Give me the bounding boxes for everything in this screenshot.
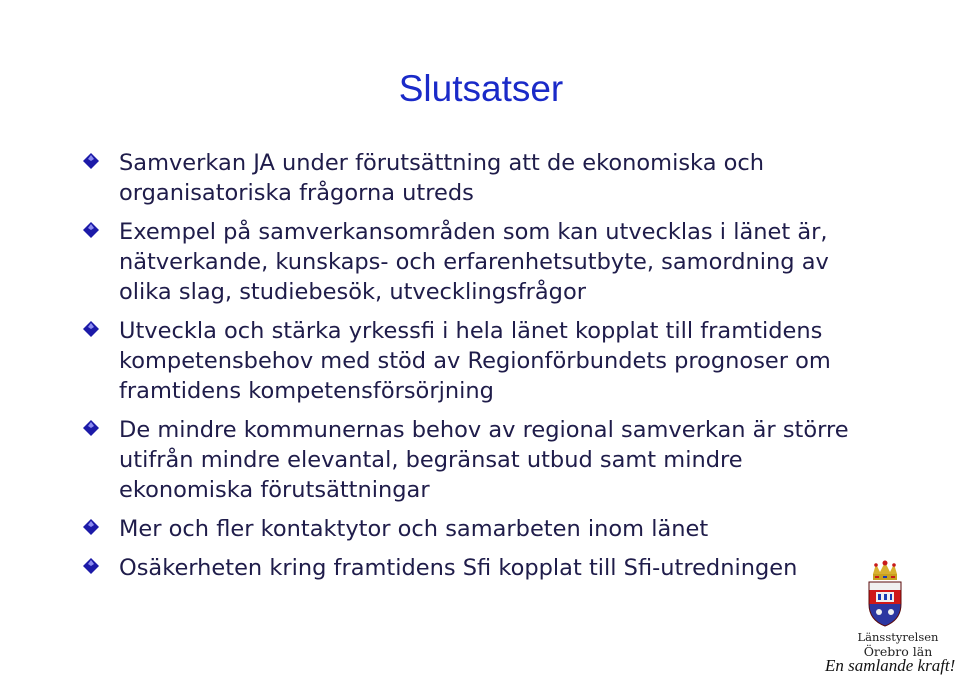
bullet-text: Osäkerheten kring framtidens Sfi kopplat till Sfi-utredningen bbox=[119, 555, 798, 581]
logo-agency-name: Länsstyrelsen bbox=[857, 630, 939, 644]
bullet-text: Samverkan JA under förutsättning att de ekonomiska och organisatoriska frågorna utreds bbox=[119, 150, 765, 206]
bullet-text: Mer och fler kontaktytor och samarbeten inom länet bbox=[119, 516, 709, 542]
logo-region-name: Örebro län bbox=[863, 644, 933, 659]
bullet-text: De mindre kommunernas behov av regional samverkan är större utifrån mindre elevantal, begränsat utbud samt mindre ekonomiska förutsättningar bbox=[119, 417, 849, 503]
bullet-item bbox=[82, 316, 882, 406]
diamond-bullet-icon bbox=[82, 320, 100, 338]
slide-title: Slutsatser bbox=[398, 68, 564, 109]
bullet-text: Exempel på samverkansområden som kan utvecklas i länet är, nätverkande, kunskaps- och erfarenhetsutbyte, samordning av olika slag, studiebesök, utvecklingsfrågor bbox=[119, 219, 829, 305]
bullet-text: Utveckla och stärka yrkessfi i hela länet kopplat till framtidens kompetensbehov med stöd av Regionförbundets prognoser om framtidens kompetensförsörjning bbox=[119, 318, 831, 404]
bullet-item bbox=[82, 553, 882, 583]
diamond-bullet-icon bbox=[82, 152, 100, 170]
diamond-bullet-icon bbox=[82, 557, 100, 575]
lansstyrelsen-logo bbox=[820, 560, 960, 676]
logo-slogan: En samlande kraft! bbox=[825, 656, 956, 675]
bullet-item bbox=[82, 415, 882, 505]
bullet-item bbox=[82, 148, 882, 208]
diamond-bullet-icon bbox=[82, 518, 100, 536]
diamond-bullet-icon bbox=[82, 221, 100, 239]
bullet-item bbox=[82, 217, 882, 307]
coat-of-arms-icon bbox=[864, 560, 906, 628]
bullet-item bbox=[82, 514, 882, 544]
bullet-list bbox=[82, 148, 882, 592]
diamond-bullet-icon bbox=[82, 419, 100, 437]
